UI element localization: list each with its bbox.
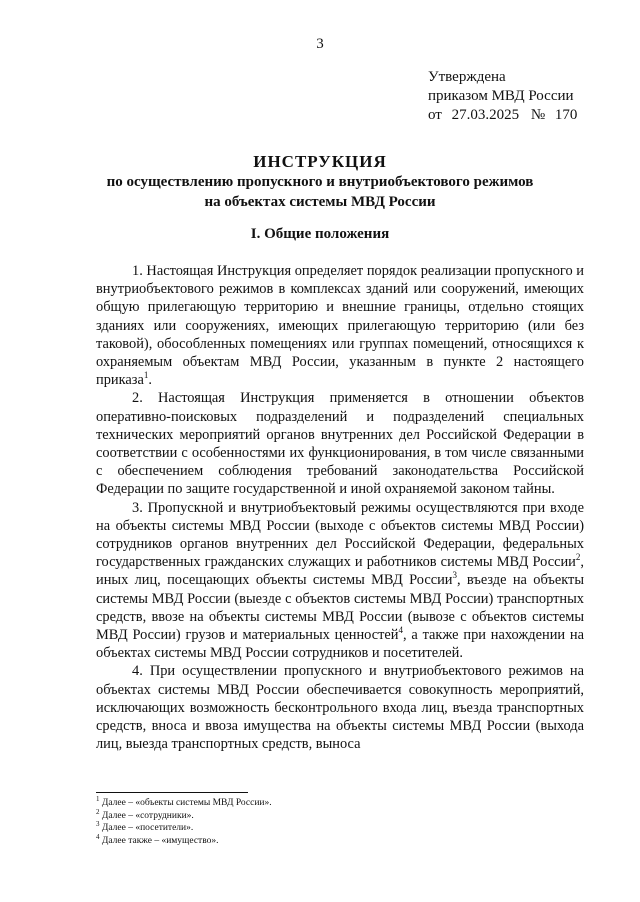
paragraph-1	[96, 262, 584, 389]
footnote-1	[96, 797, 272, 810]
paragraph-4: 4. При осуществлении пропускного и внутриобъектового режимов на объектах системы МВД России обеспечивается совокупность мероприятий, исключающих возможность бесконтрольного входа лиц, въезда транспортных средств, вноса и ввоза имущества на объекты системы МВД России (выхода лиц, выезда транспортных средств, выноса	[96, 663, 584, 753]
title-main: ИНСТРУКЦИЯ	[253, 152, 387, 171]
footnotes	[96, 797, 272, 847]
paragraph-1-end: .	[148, 372, 152, 389]
footnote-3-mark: 3	[96, 820, 100, 828]
paragraph-1-text: 1. Настоящая Инструкция определяет порядок реализации пропускного и внутриобъектового режимов в комплексах зданий или сооружений, имеющих общую прилегающую территорию и внешние границы, отдельно стоящих зданиях или сооружениях, имеющих прилегающую территорию (или без таковой), обособленных помещениях или группах помещений, относящихся к охраняемым объектам МВД России, указанным в пункте 2 настоящего приказа	[96, 263, 584, 389]
page-number: 3	[316, 36, 324, 52]
document-title	[0, 152, 640, 212]
footnote-3-text: Далее – «посетители».	[101, 823, 194, 833]
footnote-3	[96, 822, 272, 835]
footnote-2-mark: 2	[96, 807, 100, 816]
paragraph-3	[96, 499, 584, 663]
footnote-ref-1: 1	[143, 370, 149, 381]
footnote-divider	[96, 792, 248, 793]
approval-number: 170	[554, 107, 578, 123]
paragraph-3-part-b: , иных лиц, посещающих объекты системы МВД России	[96, 554, 584, 589]
approval-line-order: приказом МВД России	[428, 88, 574, 104]
footnote-4-text: Далее также – «имущество».	[101, 835, 219, 846]
footnote-4-mark: 4	[96, 832, 100, 841]
footnote-ref-2: 2	[575, 552, 581, 563]
footnote-1-text: Далее – «объекты системы МВД России».	[101, 798, 272, 808]
footnote-ref-3: 3	[452, 570, 458, 581]
approval-line-date	[428, 106, 577, 125]
document-body	[96, 262, 584, 753]
footnote-1-mark: 1	[96, 795, 100, 803]
approval-from: от	[428, 107, 442, 123]
paragraph-3-part-c: , въезде на объекты системы МВД России (выезде с объектов системы МВД России) транспортных средств, ввозе на объекты системы МВД России (вывозе с объектов системы МВД России) грузов и материальных ценностей	[96, 572, 584, 644]
title-line-2: по осуществлению пропускного и внутриобъектового режимов	[106, 174, 534, 190]
footnote-2	[96, 807, 272, 823]
paragraph-3-part-a: 3. Пропускной и внутриобъектовый режимы осуществляются при входе на объекты системы МВД России (выходе с объектов системы МВД России) сотрудников органов внутренних дел Российской Федерации, федеральных государственных гражданских служащих и работников системы МВД России	[96, 499, 584, 571]
paragraph-2: 2. Настоящая Инструкция применяется в отношении объектов оперативно-поисковых подразделений и подразделений специальных технических мероприятий органов внутренних дел Российской Федерации в соответствии с особенностями их функционирования, в том числе связанными с обеспечением соблюдения требований законодательства Российской Федерации по защите государственной и иной охраняемой законом тайны.	[96, 390, 584, 498]
approval-line-approved: Утверждена	[428, 69, 506, 85]
paragraph-3-part-d: , а также при нахождении на объектах системы МВД России сотрудников и посетителей.	[96, 627, 584, 662]
footnote-ref-4: 4	[398, 625, 403, 636]
title-line-3: на объектах системы МВД России	[204, 194, 436, 210]
approval-date: 27.03.2025	[451, 107, 520, 123]
section-heading: I. Общие положения	[250, 226, 390, 242]
footnote-4	[96, 832, 272, 848]
approval-stamp	[428, 68, 577, 125]
approval-number-sign: №	[530, 107, 546, 123]
footnote-2-text: Далее – «сотрудники».	[101, 810, 194, 821]
